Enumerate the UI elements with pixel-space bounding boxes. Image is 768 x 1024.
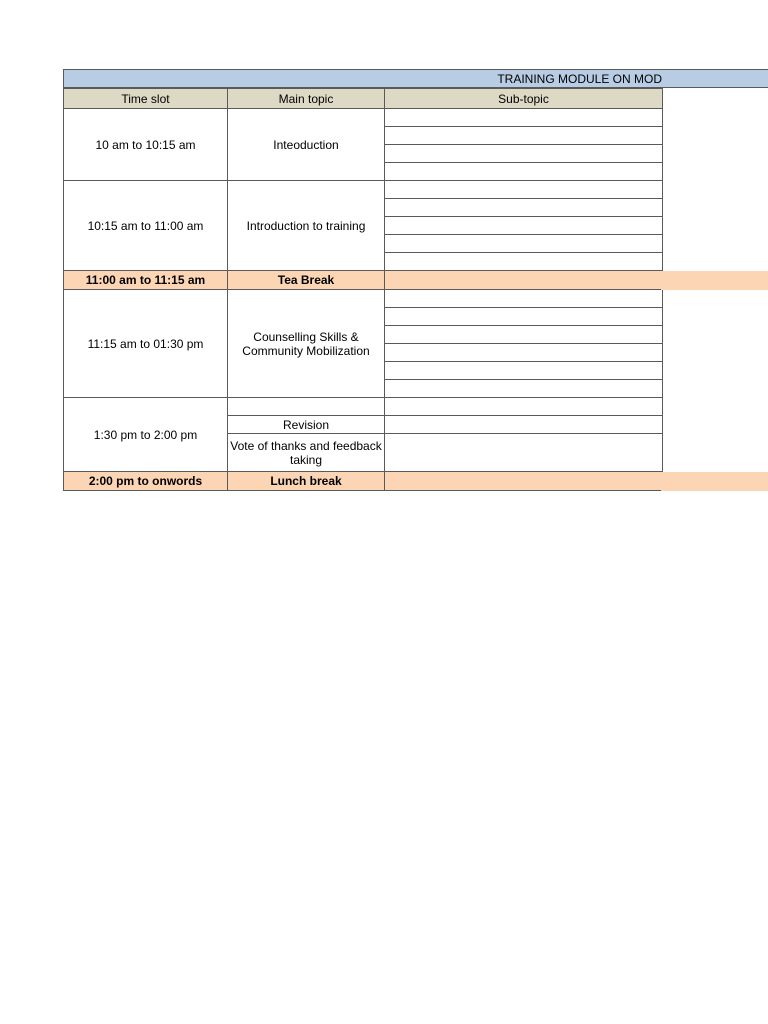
subtopic-cell[interactable] (385, 127, 663, 145)
lunch-break-extension (661, 472, 768, 491)
subtopic-cell[interactable] (385, 472, 663, 491)
title-band (63, 69, 768, 88)
subtopic-cell[interactable] (385, 163, 663, 181)
header-sub-topic: Sub-topic (385, 89, 663, 109)
subtopic-cell[interactable] (385, 344, 663, 362)
time-cell[interactable]: 10:15 am to 11:00 am (64, 181, 228, 271)
table-row (64, 109, 663, 127)
table-row (64, 398, 663, 416)
topic-cell[interactable]: Revision (228, 416, 385, 434)
topic-cell[interactable]: Vote of thanks and feedback taking (228, 434, 385, 472)
subtopic-cell[interactable] (385, 181, 663, 199)
time-cell[interactable]: 10 am to 10:15 am (64, 109, 228, 181)
header-time-slot: Time slot (64, 89, 228, 109)
subtopic-cell[interactable] (385, 145, 663, 163)
subtopic-cell[interactable] (385, 199, 663, 217)
tea-break-row (64, 271, 663, 290)
subtopic-cell[interactable] (385, 362, 663, 380)
subtopic-cell[interactable] (385, 109, 663, 127)
subtopic-cell[interactable] (385, 217, 663, 235)
time-cell[interactable]: 1:30 pm to 2:00 pm (64, 398, 228, 472)
sheet-title: TRAINING MODULE ON MOD (497, 72, 662, 86)
table-row (64, 290, 663, 308)
time-cell[interactable]: 11:15 am to 01:30 pm (64, 290, 228, 398)
subtopic-cell[interactable] (385, 434, 663, 472)
topic-cell[interactable]: Counselling Skills & Community Mobilization (228, 290, 385, 398)
topic-cell[interactable] (228, 398, 385, 416)
topic-cell[interactable]: Introduction to training (228, 181, 385, 271)
topic-cell[interactable]: Inteoduction (228, 109, 385, 181)
header-row (64, 89, 663, 109)
tea-break-extension (661, 271, 768, 290)
subtopic-cell[interactable] (385, 253, 663, 271)
subtopic-cell[interactable] (385, 380, 663, 398)
table-row (64, 181, 663, 199)
title-clip (64, 70, 662, 89)
subtopic-cell[interactable] (385, 308, 663, 326)
subtopic-cell[interactable] (385, 290, 663, 308)
subtopic-cell[interactable] (385, 326, 663, 344)
subtopic-cell[interactable] (385, 271, 663, 290)
subtopic-cell[interactable] (385, 398, 663, 416)
schedule-table (63, 88, 663, 491)
header-main-topic: Main topic (228, 89, 385, 109)
topic-cell[interactable]: Tea Break (228, 271, 385, 290)
subtopic-cell[interactable] (385, 416, 663, 434)
lunch-break-row (64, 472, 663, 491)
subtopic-cell[interactable] (385, 235, 663, 253)
topic-cell[interactable]: Lunch break (228, 472, 385, 491)
time-cell[interactable]: 2:00 pm to onwords (64, 472, 228, 491)
time-cell[interactable]: 11:00 am to 11:15 am (64, 271, 228, 290)
